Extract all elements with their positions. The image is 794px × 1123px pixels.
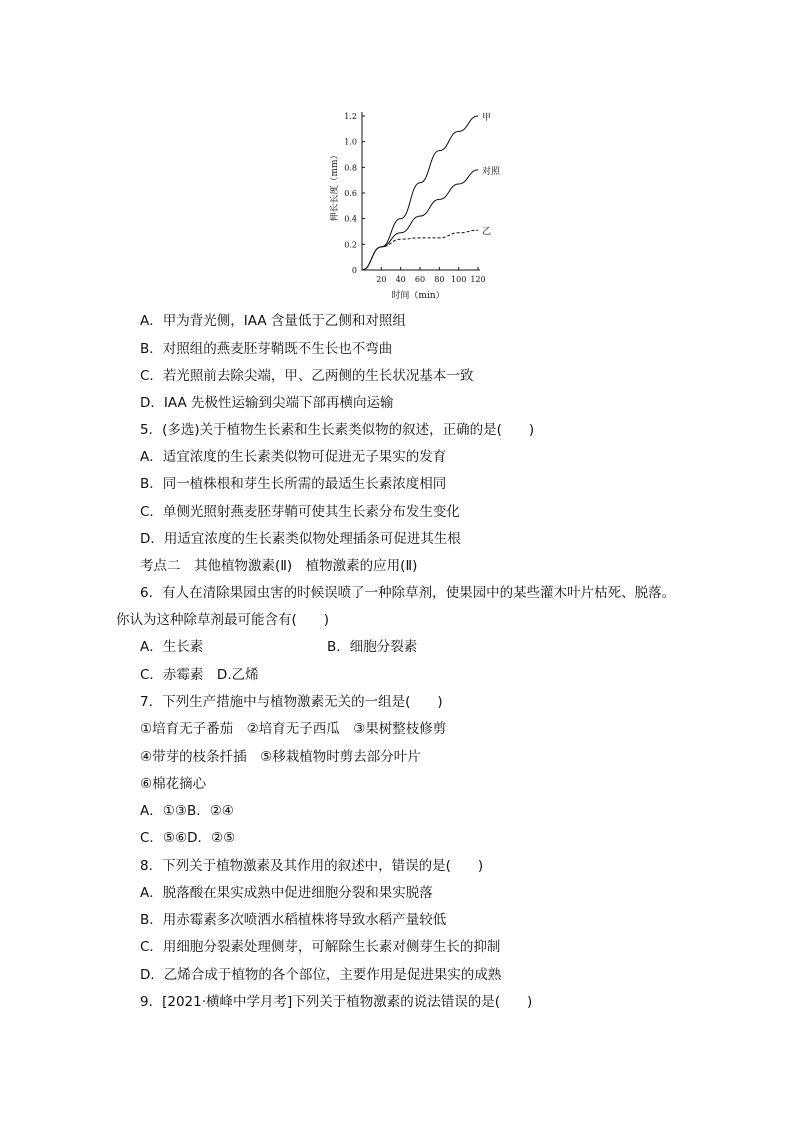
chart-series xyxy=(362,112,500,270)
x-tick-label: 60 xyxy=(414,275,426,284)
q5-stem: 5．(多选)关于植物生长素和生长素类似物的叙述，正确的是( ) xyxy=(140,422,535,438)
q8-option-c: C．用细胞分裂素处理侧芽，可解除生长素对侧芽生长的抑制 xyxy=(140,939,501,955)
section-heading: 考点二 其他植物激素(Ⅱ) 植物激素的应用(Ⅱ) xyxy=(140,558,418,574)
series-label-1: 对照 xyxy=(482,166,500,177)
growth-line-chart xyxy=(330,104,500,304)
x-tick-label: 100 xyxy=(451,275,467,284)
series-label-2: 乙 xyxy=(482,227,492,238)
y-tick-label: 0.4 xyxy=(344,214,357,224)
q8-option-d: D．乙烯合成于植物的各个部位，主要作用是促进果实的成熟 xyxy=(140,967,502,983)
q7-option-cd: C．⑤⑥D．②⑤ xyxy=(140,830,236,846)
series-label-0: 甲 xyxy=(482,113,492,123)
x-tick-label: 40 xyxy=(395,275,406,284)
q4-option-b: B．对照组的燕麦胚芽鞘既不生长也不弯曲 xyxy=(140,341,393,357)
y-tick-label: 0.2 xyxy=(344,240,357,250)
q8-option-b: B．用赤霉素多次喷洒水稻植株将导致水稻产量较低 xyxy=(140,912,447,928)
q5-option-a: A．适宜浓度的生长素类似物可促进无子果实的发育 xyxy=(140,449,447,465)
q8-stem: 8．下列关于植物激素及其作用的叙述中，错误的是( ) xyxy=(140,858,484,874)
y-tick-label: 0.8 xyxy=(344,163,357,173)
y-tick-label: 0.6 xyxy=(344,189,357,198)
y-tick-label: 1.2 xyxy=(344,112,357,121)
q6-option-b: B．细胞分裂素 xyxy=(327,639,418,655)
q6-stem-line2: 你认为这种除草剂最可能含有( ) xyxy=(116,612,330,628)
x-tick-label: 80 xyxy=(434,275,445,284)
y-axis-label: 伸长长度（mm） xyxy=(330,150,340,222)
chart-axes xyxy=(362,112,480,270)
q7-items-line3: ⑥棉花摘心 xyxy=(140,776,207,792)
x-axis-label: 时间（min） xyxy=(391,291,445,301)
x-tick-label: 20 xyxy=(376,275,387,284)
q6-stem-line1: 6．有人在清除果园虫害的时候误喷了一种除草剂，使果园中的某些灌木叶片枯死、脱落。 xyxy=(140,585,676,601)
q4-option-c: C．若光照前去除尖端，甲、乙两侧的生长状况基本一致 xyxy=(140,368,474,384)
series-line-1 xyxy=(362,170,478,270)
series-line-2 xyxy=(362,230,478,270)
x-tick-label: 120 xyxy=(470,275,486,284)
q4-option-a: A．甲为背光侧，IAA 含量低于乙侧和对照组 xyxy=(140,313,406,329)
q7-stem: 7．下列生产措施中与植物激素无关的一组是( ) xyxy=(140,694,443,710)
q7-items-line2: ④带芽的枝条扦插 ⑤移栽植物时剪去部分叶片 xyxy=(140,749,421,765)
q6-option-cd: C．赤霉素 D.乙烯 xyxy=(140,667,259,683)
y-tick-label: 1.0 xyxy=(344,137,357,147)
q7-items-line1: ①培育无子番茄 ②培育无子西瓜 ③果树整枝修剪 xyxy=(140,721,447,737)
q4-option-d: D．IAA 先极性运输到尖端下部再横向运输 xyxy=(140,395,394,411)
q7-option-ab: A．①③B．②④ xyxy=(140,803,234,819)
y-tick-label: 0 xyxy=(351,266,357,275)
q5-option-b: B．同一植株根和芽生长所需的最适生长素浓度相同 xyxy=(140,476,447,492)
q6-option-a: A．生长素 xyxy=(140,639,204,655)
q8-option-a: A．脱落酸在果实成熟中促进细胞分裂和果实脱落 xyxy=(140,885,433,901)
q5-option-c: C．单侧光照射燕麦胚芽鞘可使其生长素分布发生变化 xyxy=(140,504,460,520)
q5-option-d: D．用适宜浓度的生长素类似物处理插条可促进其生根 xyxy=(140,531,461,547)
q9-stem: 9．[2021·横峰中学月考]下列关于植物激素的说法错误的是( ) xyxy=(140,994,533,1010)
